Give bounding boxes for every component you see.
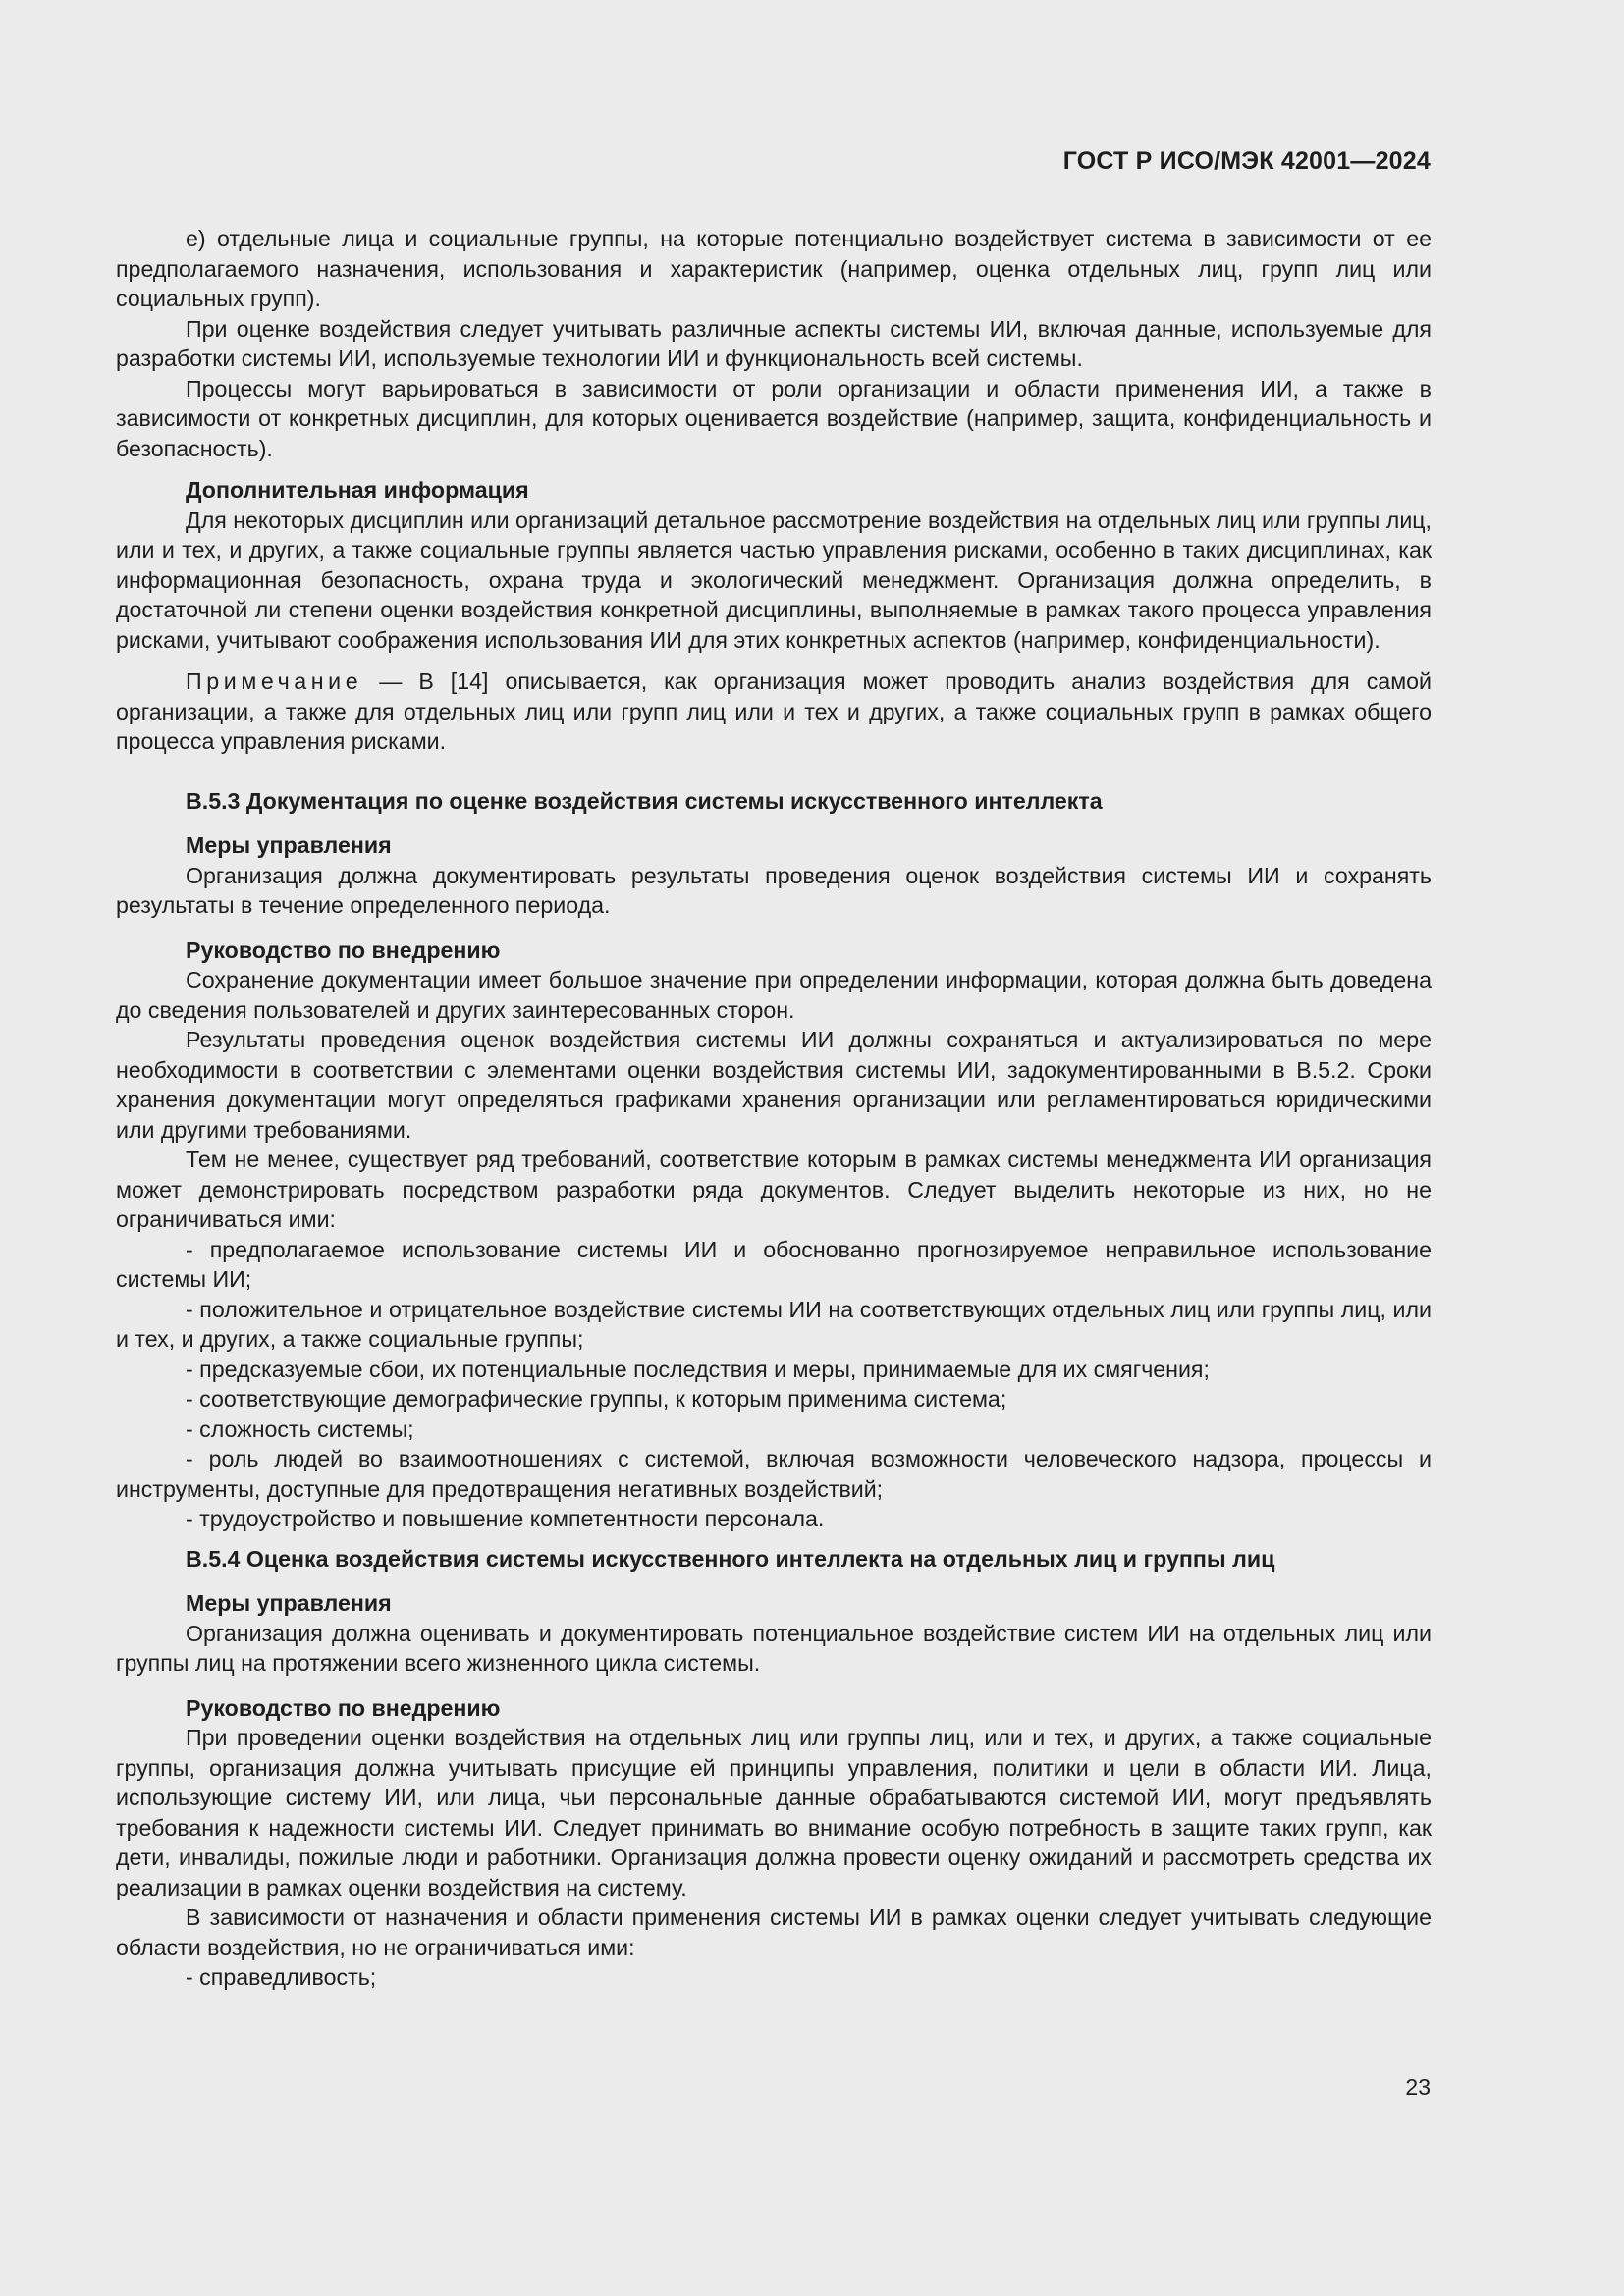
list-item: - положительное и отрицательное воздействие системы ИИ на соответствующих отдельных лиц или группы лиц, или и тех, и других, а также социальные группы; [116, 1296, 1432, 1352]
list-item-e: е) отдельные лица и социальные группы, на которые потенциально воздействует система в зависимости от ее предполагаемого назначения, использования и характеристик (например, оценка отдельных лиц, групп лиц или социальных групп). [116, 226, 1432, 311]
page-number: 23 [1405, 2074, 1431, 2100]
paragraph: Сохранение документации имеет большое значение при определении информации, которая должна быть доведена до сведения пользователей и других заинтересованных сторон. [116, 967, 1432, 1023]
control-title: Меры управления [186, 1590, 392, 1616]
note [116, 667, 1432, 757]
list-item: - предполагаемое использование системы ИИ и обоснованно прогнозируемое неправильное использование системы ИИ; [116, 1236, 1432, 1292]
paragraph: Тем не менее, существует ряд требований, соответствие которым в рамках системы менеджмента ИИ организация может демонстрировать посредством разработки ряда документов. Следует выделить некоторые из них, но не ограничиваться ими: [116, 1147, 1432, 1232]
list-item: - справедливость; [186, 1964, 377, 1990]
note-label: Примечание [186, 668, 363, 694]
control-text: Организация должна документировать результаты проведения оценок воздействия системы ИИ и сохранять результаты в течение определенного периода. [116, 862, 1432, 918]
list-item: - соответствующие демографические группы, к которым применима система; [186, 1386, 1007, 1412]
document-code-header: ГОСТ Р ИСО/МЭК 42001—2024 [1062, 147, 1431, 175]
list-item: - трудоустройство и повышение компетентности персонала. [186, 1506, 825, 1531]
additional-info-title: Дополнительная информация [186, 477, 529, 503]
list-item: - сложность системы; [186, 1415, 414, 1442]
paragraph: При оценке воздействия следует учитывать различные аспекты системы ИИ, включая данные, используемые для разработки системы ИИ, используемые технологии ИИ и функциональность всей системы. [116, 315, 1432, 371]
paragraph: При проведении оценки воздействия на отдельных лиц или группы лиц, или и тех, и других, а также социальные группы, организация должна учитывать присущие ей принципы управления, политики и цели в области ИИ. Лица, использующие систему ИИ, или лица, чьи персональные данные обрабатываются системой ИИ, могут предъявлять требования к надежности системы ИИ. Следует принимать во внимание особую потребность в защите таких групп, как дети, инвалиды, пожилые люди и работники. Организация должна провести оценку ожиданий и рассмотреть средства их реализации в рамках оценки воздействия на систему. [116, 1725, 1432, 1900]
page-content [116, 224, 1432, 1993]
paragraph: Результаты проведения оценок воздействия системы ИИ должны сохраняться и актуализироваться по мере необходимости в соответствии с элементами оценки воздействия системы ИИ, задокументированными в В.5.2. Сроки хранения документации могут определяться графиками хранения организации или регламентироваться юридическими или другими требованиями. [116, 1027, 1432, 1143]
paragraph: Процессы могут варьироваться в зависимости от роли организации и области применения ИИ, а также в зависимости от конкретных дисциплин, для которых оценивается воздействие (например, защита, конфиденциальность и безопасность). [116, 375, 1432, 461]
list-item: - предсказуемые сбои, их потенциальные последствия и меры, принимаемые для их смягчения; [186, 1356, 1210, 1382]
note-text: — В [14] описывается, как организация может проводить анализ воздействия для самой организации, а также для отдельных лиц или групп лиц или и тех и других, а также социальных групп в рамках общего процесса управления рисками. [116, 668, 1432, 754]
paragraph: В зависимости от назначения и области применения системы ИИ в рамках оценки следует учитывать следующие области воздействия, но не ограничиваться ими: [116, 1904, 1432, 1960]
control-title: Меры управления [186, 832, 392, 858]
control-text: Организация должна оценивать и документировать потенциальное воздействие систем ИИ на отдельных лиц или группы лиц на протяжении всего жизненного цикла системы. [116, 1620, 1432, 1676]
section-heading-b53: В.5.3 Документация по оценке воздействия системы искусственного интеллекта [186, 787, 1103, 814]
section-heading-b54: В.5.4 Оценка воздействия системы искусственного интеллекта на отдельных лиц и группы лиц [186, 1545, 1275, 1572]
list-item: - роль людей во взаимоотношениях с системой, включая возможности человеческого надзора, процессы и инструменты, доступные для предотвращения негативных воздействий; [116, 1446, 1432, 1502]
additional-info-text: Для некоторых дисциплин или организаций детальное рассмотрение воздействия на отдельных лиц или группы лиц, или и тех, и других, а также социальные группы является частью управления рисками, особенно в таких дисциплинах, как информационная безопасность, охрана труда и экологический менеджмент. Организация должна определить, в достаточной ли степени оценки воздействия конкретной дисциплины, выполняемые в рамках такого процесса управления рисками, учитывают соображения использования ИИ для этих конкретных аспектов (например, конфиденциальности). [116, 507, 1432, 653]
guidance-title: Руководство по внедрению [186, 936, 501, 963]
guidance-title: Руководство по внедрению [186, 1694, 501, 1721]
